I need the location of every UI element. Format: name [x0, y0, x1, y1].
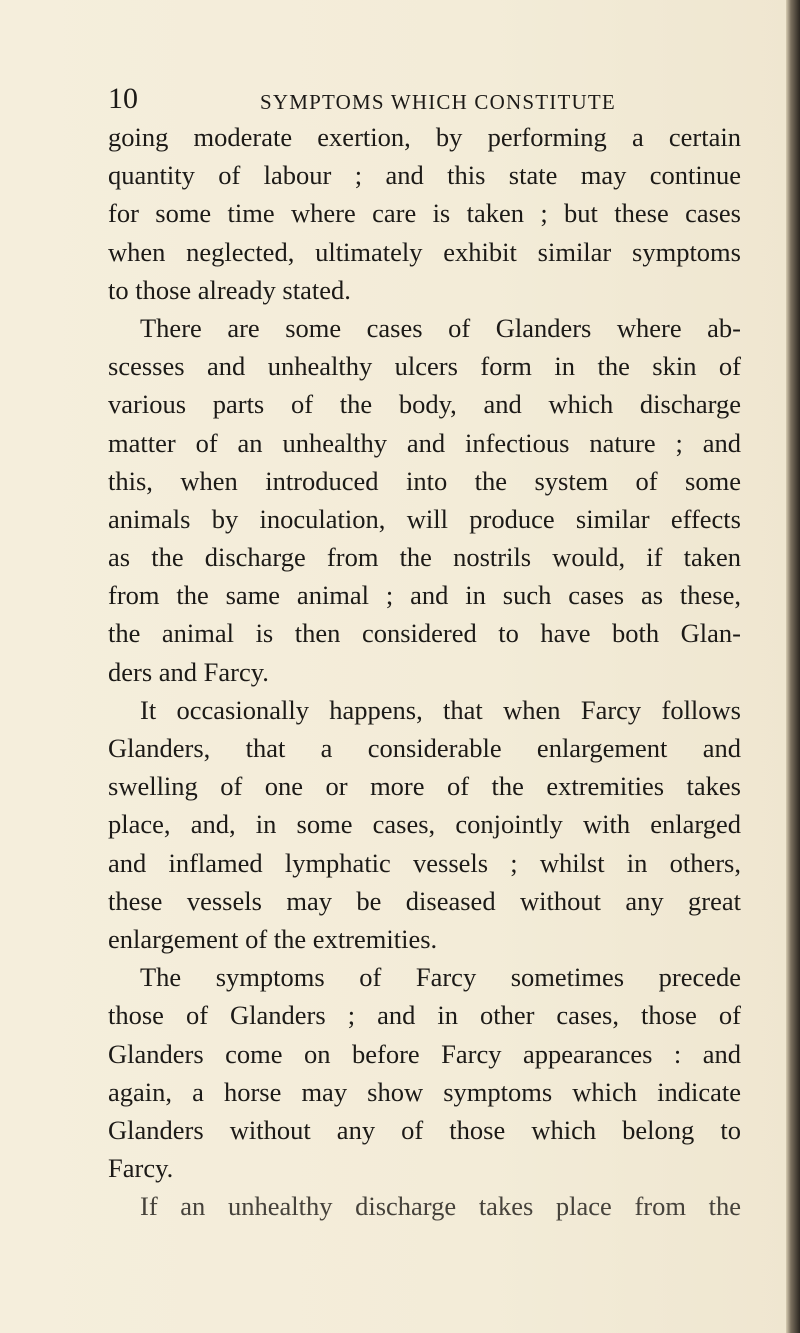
text-line: enlargement of the extremities.: [108, 923, 438, 954]
text-line: those of Glanders ; and in other cases, those of: [108, 1000, 741, 1031]
text-line: from the same animal ; and in such cases as these,: [108, 580, 741, 611]
text-line: and inflamed lymphatic vessels ; whilst in others,: [108, 847, 741, 878]
page-edge-shadow: [786, 0, 800, 1333]
page-number: 10: [108, 82, 138, 115]
running-head: SYMPTOMS WHICH CONSTITUTE: [260, 90, 616, 114]
text-line: these vessels may be diseased without any great: [108, 885, 741, 916]
text-line: quantity of labour ; and this state may continue: [108, 160, 741, 191]
text-line: going moderate exertion, by performing a certain: [108, 122, 741, 152]
paragraph-start-line: If an unhealthy discharge takes place from the: [140, 1191, 741, 1222]
body-text: [108, 118, 741, 1225]
text-line: when neglected, ultimately exhibit similar symptoms: [108, 236, 741, 267]
text-line: scesses and unhealthy ulcers form in the skin of: [108, 351, 741, 382]
paragraph-start-line: It occasionally happens, that when Farcy follows: [140, 694, 741, 725]
page-header: [108, 82, 748, 116]
paragraph-start-line: There are some cases of Glanders where ab-: [140, 312, 741, 343]
text-line: animals by inoculation, will produce similar effects: [108, 503, 741, 534]
text-line: Farcy.: [108, 1153, 174, 1184]
text-line: for some time where care is taken ; but these cases: [108, 198, 741, 229]
text-line: this, when introduced into the system of some: [108, 465, 741, 496]
text-line: ders and Farcy.: [108, 656, 269, 687]
text-line: various parts of the body, and which discharge: [108, 389, 741, 420]
text-line: Glanders without any of those which belong to: [108, 1114, 741, 1145]
text-line: matter of an unhealthy and infectious nature ; and: [108, 427, 741, 458]
paragraph-start-line: The symptoms of Farcy sometimes precede: [140, 962, 741, 993]
text-line: as the discharge from the nostrils would, if taken: [108, 542, 741, 573]
text-line: the animal is then considered to have both Glan-: [108, 618, 741, 649]
text-line: Glanders come on before Farcy appearances : and: [108, 1038, 741, 1069]
text-line: Glanders, that a considerable enlargement and: [108, 733, 741, 763]
text-line: to those already stated.: [108, 274, 351, 305]
text-line: swelling of one or more of the extremities takes: [108, 771, 741, 802]
text-line: place, and, in some cases, conjointly with enlarged: [108, 809, 741, 840]
text-line: again, a horse may show symptoms which indicate: [108, 1076, 741, 1107]
